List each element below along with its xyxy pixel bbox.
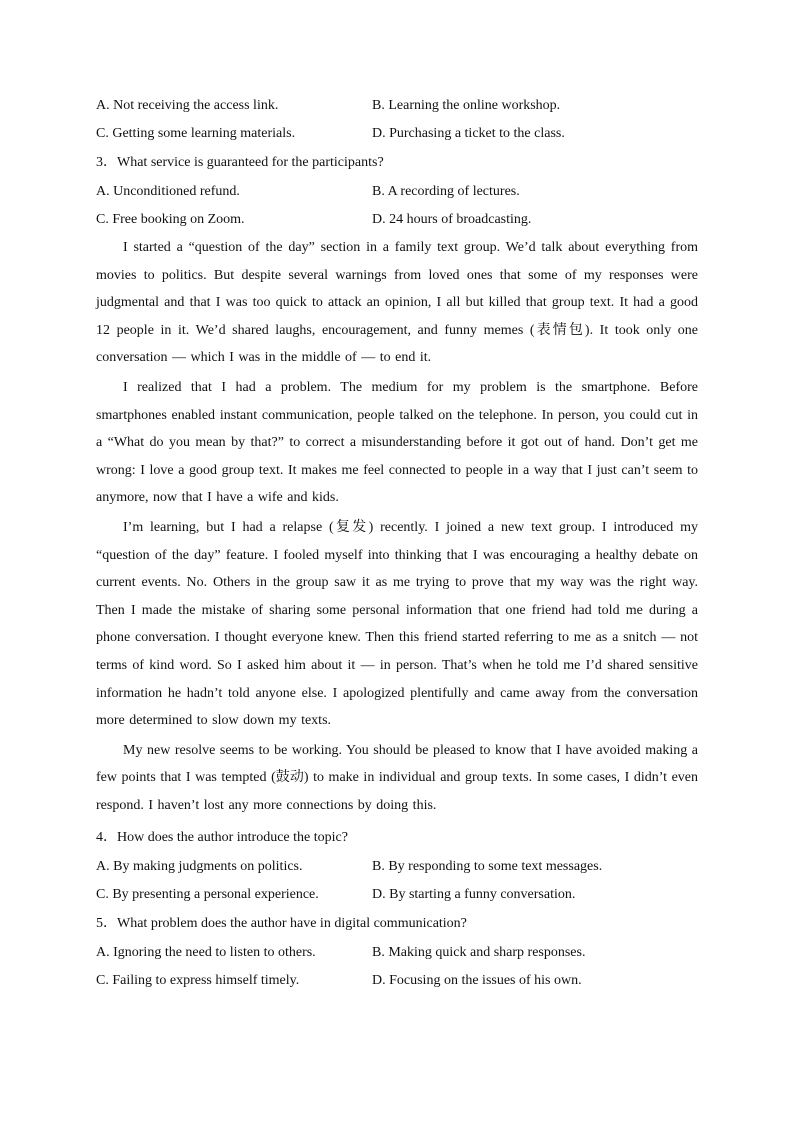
q5-option-c: C. Failing to express himself timely. xyxy=(96,973,300,989)
passage-paragraph-1: I started a “question of the day” section in a family text group. We’d talk about everything from movies to politics. But despite several warnings from loved ones that some of my responses were judgmental and that I was too quick to attack an opinion, I all but killed that group text. It had a good 12 people in it. We’d shared laughs, encouragement, and funny memes (表情包). It took only one conversation — which I was in the middle of — to end it. xyxy=(96,240,698,366)
passage-paragraph-4: My new resolve seems to be working. You should be pleased to know that I have avoided making a few points that I was tempted (鼓动) to make in individual and group texts. In some cases, I didn’t even respond. I haven’t lost any more connections by doing this. xyxy=(96,742,698,813)
q5-options-row-1 xyxy=(96,939,698,967)
q4-option-d: D. By starting a funny conversation. xyxy=(372,887,576,903)
q2-option-c: C. Getting some learning materials. xyxy=(96,126,296,141)
q2-option-b: B. Learning the online workshop. xyxy=(372,98,561,113)
q5-option-a: A. Ignoring the need to listen to others. xyxy=(96,945,316,961)
q3-option-a: A. Unconditioned refund. xyxy=(96,184,240,199)
q4-options-row-1 xyxy=(96,853,698,881)
q3-options-row-1 xyxy=(96,178,698,206)
q5-options-row-2 xyxy=(96,967,698,995)
q4-option-a: A. By making judgments on politics. xyxy=(96,859,303,875)
q2-options-row-1 xyxy=(96,92,698,120)
q3-option-c: C. Free booking on Zoom. xyxy=(96,212,245,227)
q5-question: 5．What problem does the author have in digital communication? xyxy=(96,916,467,932)
q3-option-b: B. A recording of lectures. xyxy=(372,184,520,199)
q4-question: 4．How does the author introduce the topic? xyxy=(96,830,348,846)
passage-paragraph-2: I realized that I had a problem. The medium for my problem is the smartphone. Before smartphones enabled instant communication, people talked on the telephone. In person, you could cut in a “What do you mean by that?” to correct a misunderstanding before it got out of hand. Don’t get me wrong: I love a good group text. It makes me feel connected to people in a way that I just can’t seem to anymore, now that I have a wife and kids. xyxy=(96,379,698,506)
q5-option-d: D. Focusing on the issues of his own. xyxy=(372,973,582,989)
q2-options-row-2 xyxy=(96,120,698,148)
worksheet-page xyxy=(96,92,698,995)
q3-options-row-2 xyxy=(96,206,698,234)
q2-option-d: D. Purchasing a ticket to the class. xyxy=(372,126,565,141)
passage-paragraph-3: I’m learning, but I had a relapse (复发) recently. I joined a new text group. I introduced my “question of the day” feature. I fooled myself into thinking that I was encouraging a healthy debate on current events. No. Others in the group saw it as me trying to prove that my way was the right way. Then I made the mistake of sharing some personal information that one friend had told me during a phone conversation. I thought everyone knew. Then this friend started referring to me as a snitch — not terms of kind word. So I asked him about it — in person. That’s when he told me I’d shared sensitive information he hadn’t told anyone else. I apologized plentifully and came away from the conversation more determined to slow down my texts. xyxy=(96,519,698,729)
q4-options-row-2 xyxy=(96,881,698,909)
q4-option-c: C. By presenting a personal experience. xyxy=(96,887,319,903)
q2-option-a: A. Not receiving the access link. xyxy=(96,98,279,113)
q4-option-b: B. By responding to some text messages. xyxy=(372,859,603,875)
q3-question: 3．What service is guaranteed for the participants? xyxy=(96,155,384,170)
q5-option-b: B. Making quick and sharp responses. xyxy=(372,945,586,961)
q3-option-d: D. 24 hours of broadcasting. xyxy=(372,212,532,227)
